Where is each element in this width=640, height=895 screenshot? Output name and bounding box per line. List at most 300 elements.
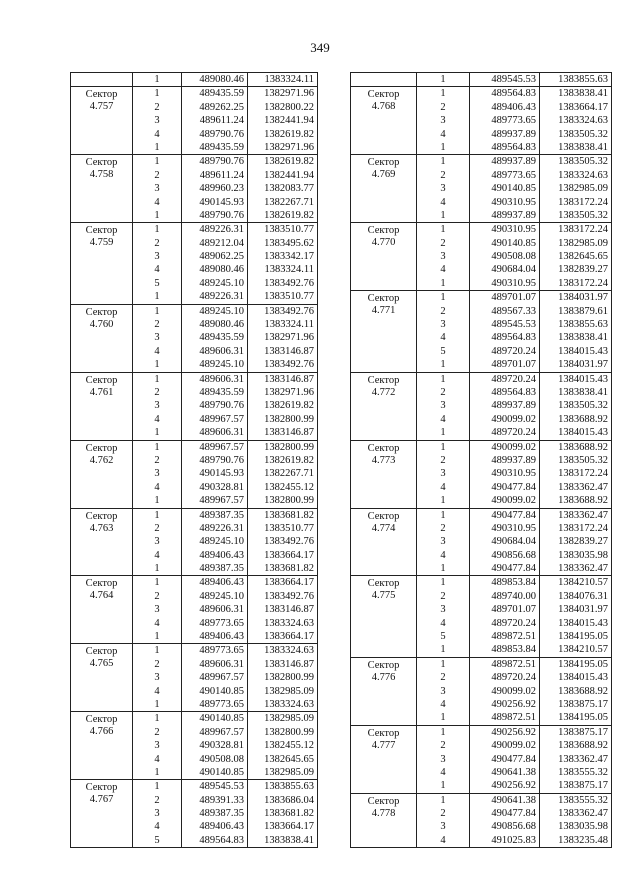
- point-number: 3: [417, 250, 470, 263]
- coord-y: 1382619.82: [264, 454, 314, 466]
- point-number: 2: [417, 739, 470, 752]
- sector-label: Сектор 4.776: [351, 658, 417, 725]
- coord-x: 489212.04: [182, 237, 248, 250]
- point-number: 3: [133, 399, 182, 412]
- coord-y: 1383688.92: [558, 740, 608, 752]
- sector-label: Сектор 4.764: [71, 576, 133, 643]
- coord-y: 1384015.43: [558, 617, 608, 629]
- sector-block: [71, 305, 317, 373]
- table-row: [417, 779, 611, 792]
- coord-x: 489967.57: [182, 726, 248, 739]
- coord-y: 1382985.09: [558, 183, 608, 195]
- coord-y: 1382441.94: [264, 115, 314, 127]
- table-row: [133, 603, 317, 616]
- coord-x: 489773.65: [470, 169, 540, 182]
- coord-x: 489790.76: [182, 209, 248, 222]
- coord-x: 490477.84: [470, 753, 540, 766]
- point-number: 2: [133, 101, 182, 114]
- table-row: [417, 250, 611, 263]
- table-row: [133, 630, 317, 643]
- coord-x: 489872.51: [470, 658, 540, 671]
- point-number: 1: [417, 711, 470, 724]
- table-row: [417, 101, 611, 114]
- sector-label: Сектор 4.770: [351, 223, 417, 290]
- table-row: [133, 155, 317, 168]
- sector-block: [351, 291, 611, 372]
- coord-y: 1383324.63: [264, 617, 314, 629]
- point-number: 3: [417, 535, 470, 548]
- sector-block: [71, 73, 317, 87]
- sector-block: [71, 509, 317, 577]
- sector-label: [71, 73, 133, 86]
- coord-x: 489606.31: [182, 373, 248, 386]
- sector-label: Сектор 4.773: [351, 441, 417, 508]
- point-number: 2: [133, 522, 182, 535]
- coord-y: 1383362.47: [558, 563, 608, 575]
- table-row: [417, 807, 611, 820]
- table-row: [417, 386, 611, 399]
- table-row: [417, 481, 611, 494]
- coord-y: 1383342.17: [264, 251, 314, 263]
- coord-y: 1384210.57: [558, 644, 608, 656]
- table-row: [417, 399, 611, 412]
- coord-y: 1383146.87: [264, 658, 314, 670]
- sector-block: [351, 726, 611, 794]
- sector-block: [71, 441, 317, 509]
- coord-x: 489406.43: [470, 101, 540, 114]
- coord-y: 1383505.32: [558, 128, 608, 140]
- coord-y: 1383688.92: [558, 413, 608, 425]
- sector-block: [71, 780, 317, 847]
- point-number: 3: [133, 603, 182, 616]
- coord-x: 490140.85: [470, 182, 540, 195]
- sector-block: [351, 658, 611, 726]
- coord-x: 489080.46: [182, 73, 248, 86]
- point-number: 3: [133, 114, 182, 127]
- table-row: [417, 630, 611, 643]
- coord-x: 490140.85: [182, 712, 248, 725]
- coord-x: 490477.84: [470, 481, 540, 494]
- point-number: 4: [133, 128, 182, 141]
- coordinates-table-left: [70, 72, 318, 848]
- table-row: [417, 753, 611, 766]
- coord-y: 1383324.63: [558, 169, 608, 181]
- point-number: 3: [133, 535, 182, 548]
- coord-y: 1383879.61: [558, 305, 608, 317]
- table-row: [417, 766, 611, 779]
- coord-x: 489564.83: [470, 386, 540, 399]
- table-row: [133, 305, 317, 318]
- coord-x: 489406.43: [182, 576, 248, 589]
- table-row: [417, 209, 611, 222]
- coord-y: 1383172.24: [558, 522, 608, 534]
- point-number: 4: [417, 481, 470, 494]
- table-row: [133, 454, 317, 467]
- coord-y: 1382083.77: [264, 183, 314, 195]
- point-number: 1: [133, 766, 182, 779]
- coord-x: 489790.76: [182, 128, 248, 141]
- table-row: [417, 549, 611, 562]
- coord-y: 1383362.47: [558, 753, 608, 765]
- coord-y: 1382455.12: [264, 740, 314, 752]
- sector-block: [351, 373, 611, 441]
- table-row: [133, 617, 317, 630]
- table-row: [417, 658, 611, 671]
- point-number: 1: [417, 576, 470, 589]
- point-number: 2: [133, 237, 182, 250]
- coord-y: 1382985.09: [558, 237, 608, 249]
- point-number: 1: [133, 509, 182, 522]
- table-row: [133, 820, 317, 833]
- coord-y: 1383681.82: [264, 509, 314, 521]
- table-row: [133, 535, 317, 548]
- coord-x: 491025.83: [470, 834, 540, 847]
- point-number: 4: [133, 481, 182, 494]
- coord-x: 490099.02: [470, 494, 540, 507]
- point-number: 1: [133, 373, 182, 386]
- sector-label: Сектор 4.767: [71, 780, 133, 847]
- coord-x: 489937.89: [470, 155, 540, 168]
- coord-x: 490145.93: [182, 196, 248, 209]
- coord-y: 1382800.22: [264, 101, 314, 113]
- coord-x: 489967.57: [182, 441, 248, 454]
- sector-label: Сектор 4.766: [71, 712, 133, 779]
- sector-block: [71, 155, 317, 223]
- coord-x: 490099.02: [470, 685, 540, 698]
- table-row: [417, 590, 611, 603]
- table-row: [133, 263, 317, 276]
- coord-y: 1383324.11: [264, 74, 314, 85]
- coord-x: 489773.65: [182, 698, 248, 711]
- point-number: 1: [133, 494, 182, 507]
- point-number: 1: [133, 223, 182, 236]
- table-row: [417, 671, 611, 684]
- table-row: [133, 128, 317, 141]
- table-row: [133, 209, 317, 222]
- coord-x: 490684.04: [470, 535, 540, 548]
- table-row: [133, 766, 317, 779]
- coord-x: 489606.31: [182, 658, 248, 671]
- point-number: 1: [133, 87, 182, 100]
- coord-x: 490140.85: [470, 237, 540, 250]
- coord-y: 1382645.65: [264, 753, 314, 765]
- point-number: 4: [133, 196, 182, 209]
- point-number: 3: [133, 331, 182, 344]
- point-number: 1: [133, 73, 182, 86]
- coord-y: 1383505.32: [558, 454, 608, 466]
- coord-y: 1383492.76: [264, 590, 314, 602]
- table-row: [133, 426, 317, 439]
- table-row: [417, 277, 611, 290]
- coord-x: 489406.43: [182, 549, 248, 562]
- point-number: 1: [133, 441, 182, 454]
- point-number: 2: [417, 305, 470, 318]
- table-row: [417, 454, 611, 467]
- coord-y: 1382985.09: [264, 713, 314, 725]
- coord-x: 489773.65: [470, 114, 540, 127]
- coord-x: 489611.24: [182, 169, 248, 182]
- sector-block: [351, 73, 611, 87]
- table-row: [417, 358, 611, 371]
- coord-y: 1383505.32: [558, 156, 608, 168]
- sector-label: Сектор 4.768: [351, 87, 417, 154]
- point-number: 4: [417, 698, 470, 711]
- coord-x: 489406.43: [182, 820, 248, 833]
- coord-y: 1383510.77: [264, 291, 314, 303]
- coord-x: 489387.35: [182, 562, 248, 575]
- coord-x: 489960.23: [182, 182, 248, 195]
- coord-x: 489226.31: [182, 290, 248, 303]
- coord-y: 1383362.47: [558, 808, 608, 820]
- table-row: [133, 358, 317, 371]
- table-row: [133, 780, 317, 793]
- table-row: [417, 535, 611, 548]
- point-number: 3: [417, 820, 470, 833]
- coord-y: 1382800.99: [264, 441, 314, 453]
- point-number: 3: [417, 114, 470, 127]
- coord-x: 489080.46: [182, 263, 248, 276]
- coord-y: 1384031.97: [558, 359, 608, 371]
- table-row: [417, 223, 611, 236]
- table-row: [133, 590, 317, 603]
- table-row: [417, 739, 611, 752]
- coord-y: 1383492.76: [264, 277, 314, 289]
- point-number: 5: [133, 834, 182, 847]
- sector-label: Сектор 4.778: [351, 794, 417, 848]
- page-number: 349: [310, 40, 330, 55]
- coord-x: 489853.84: [470, 576, 540, 589]
- coord-x: 489545.53: [470, 73, 540, 86]
- coord-x: 490310.95: [470, 522, 540, 535]
- point-number: 5: [417, 630, 470, 643]
- coord-x: 490256.92: [470, 779, 540, 792]
- coord-y: 1383505.32: [558, 400, 608, 412]
- table-row: [133, 290, 317, 303]
- point-number: 4: [417, 331, 470, 344]
- table-row: [133, 101, 317, 114]
- coord-x: 489564.83: [470, 141, 540, 154]
- table-row: [133, 726, 317, 739]
- coord-x: 490310.95: [470, 277, 540, 290]
- coord-y: 1382971.96: [264, 88, 314, 100]
- table-row: [417, 834, 611, 847]
- coord-y: 1383855.63: [264, 781, 314, 793]
- table-row: [133, 277, 317, 290]
- coord-x: 489080.46: [182, 318, 248, 331]
- table-row: [133, 373, 317, 386]
- coord-y: 1382985.09: [264, 766, 314, 778]
- coord-x: 490310.95: [470, 196, 540, 209]
- table-row: [133, 698, 317, 711]
- coord-y: 1383838.41: [558, 141, 608, 153]
- coord-y: 1382267.71: [264, 196, 314, 208]
- point-number: 4: [417, 549, 470, 562]
- coord-x: 490641.38: [470, 766, 540, 779]
- coord-y: 1384015.43: [558, 427, 608, 439]
- sector-block: [351, 223, 611, 291]
- table-row: [133, 644, 317, 657]
- coord-y: 1383875.17: [558, 698, 608, 710]
- table-row: [417, 413, 611, 426]
- table-row: [417, 820, 611, 833]
- table-row: [417, 794, 611, 807]
- coord-x: 489545.53: [182, 780, 248, 793]
- table-row: [133, 169, 317, 182]
- point-number: 3: [133, 250, 182, 263]
- coord-x: 489391.33: [182, 794, 248, 807]
- coord-y: 1382839.27: [558, 264, 608, 276]
- coord-y: 1384195.05: [558, 658, 608, 670]
- sector-label: Сектор 4.761: [71, 373, 133, 440]
- coord-x: 489937.89: [470, 209, 540, 222]
- coord-x: 490099.02: [470, 413, 540, 426]
- point-number: 2: [133, 794, 182, 807]
- coord-x: 489245.10: [182, 590, 248, 603]
- point-number: 4: [133, 345, 182, 358]
- coord-x: 489720.24: [470, 671, 540, 684]
- coord-x: 489773.65: [182, 644, 248, 657]
- point-number: 1: [417, 223, 470, 236]
- point-number: 1: [417, 643, 470, 656]
- point-number: 3: [417, 603, 470, 616]
- coord-y: 1382971.96: [264, 386, 314, 398]
- point-number: 4: [133, 549, 182, 562]
- coord-x: 489226.31: [182, 223, 248, 236]
- coord-x: 489245.10: [182, 535, 248, 548]
- table-row: [417, 114, 611, 127]
- point-number: 1: [417, 87, 470, 100]
- table-row: [417, 87, 611, 100]
- coord-y: 1382619.82: [264, 400, 314, 412]
- coord-x: 490140.85: [182, 766, 248, 779]
- coord-y: 1383855.63: [558, 74, 608, 85]
- point-number: 3: [417, 467, 470, 480]
- point-number: 2: [417, 237, 470, 250]
- table-row: [133, 807, 317, 820]
- coord-y: 1383664.17: [264, 631, 314, 643]
- point-number: 4: [417, 263, 470, 276]
- table-row: [417, 182, 611, 195]
- point-number: 2: [133, 169, 182, 182]
- point-number: 2: [417, 454, 470, 467]
- table-row: [417, 331, 611, 344]
- coord-y: 1383172.24: [558, 196, 608, 208]
- table-row: [133, 658, 317, 671]
- table-row: [133, 114, 317, 127]
- coord-x: 490099.02: [470, 739, 540, 752]
- sector-block: [351, 87, 611, 155]
- coord-x: 490508.08: [470, 250, 540, 263]
- table-row: [133, 509, 317, 522]
- coord-y: 1382455.12: [264, 481, 314, 493]
- table-row: [133, 196, 317, 209]
- coord-x: 490256.92: [470, 726, 540, 739]
- coordinates-table-right: [350, 72, 612, 848]
- coord-y: 1384031.97: [558, 604, 608, 616]
- point-number: 1: [417, 73, 470, 86]
- coord-x: 489435.59: [182, 331, 248, 344]
- table-row: [133, 441, 317, 454]
- coord-y: 1384015.43: [558, 672, 608, 684]
- sector-label: Сектор 4.774: [351, 509, 417, 576]
- coord-y: 1383492.76: [264, 305, 314, 317]
- coord-x: 489245.10: [182, 277, 248, 290]
- coord-y: 1382800.99: [264, 495, 314, 507]
- table-row: [133, 753, 317, 766]
- coord-x: 489611.24: [182, 114, 248, 127]
- coord-x: 489606.31: [182, 345, 248, 358]
- coord-y: 1382441.94: [264, 169, 314, 181]
- sector-label: Сектор 4.763: [71, 509, 133, 576]
- coord-y: 1383146.87: [264, 427, 314, 439]
- coord-y: 1383855.63: [558, 319, 608, 331]
- point-number: 4: [417, 766, 470, 779]
- coord-x: 490684.04: [470, 263, 540, 276]
- sector-label: Сектор 4.758: [71, 155, 133, 222]
- coord-y: 1384015.43: [558, 373, 608, 385]
- coord-y: 1382645.65: [558, 251, 608, 263]
- table-row: [417, 617, 611, 630]
- point-number: 1: [133, 630, 182, 643]
- coord-y: 1383172.24: [558, 468, 608, 480]
- table-row: [417, 305, 611, 318]
- table-row: [417, 169, 611, 182]
- point-number: 2: [417, 101, 470, 114]
- coord-x: 489226.31: [182, 522, 248, 535]
- point-number: 2: [417, 671, 470, 684]
- table-row: [133, 712, 317, 725]
- coord-y: 1383664.17: [558, 101, 608, 113]
- sector-block: [351, 441, 611, 509]
- coord-y: 1383235.48: [558, 834, 608, 846]
- point-number: 1: [417, 794, 470, 807]
- point-number: 1: [417, 426, 470, 439]
- sector-block: [71, 576, 317, 644]
- point-number: 3: [417, 685, 470, 698]
- sector-block: [71, 223, 317, 304]
- table-row: [133, 549, 317, 562]
- coord-y: 1382800.99: [264, 726, 314, 738]
- table-row: [133, 794, 317, 807]
- coord-y: 1383035.98: [558, 549, 608, 561]
- coord-x: 490256.92: [470, 698, 540, 711]
- coord-x: 490477.84: [470, 807, 540, 820]
- coord-x: 490099.02: [470, 441, 540, 454]
- sector-block: [351, 509, 611, 577]
- coord-y: 1383324.11: [264, 264, 314, 276]
- table-row: [133, 467, 317, 480]
- coord-x: 490477.84: [470, 509, 540, 522]
- coord-y: 1383681.82: [264, 563, 314, 575]
- table-row: [133, 834, 317, 847]
- table-row: [133, 522, 317, 535]
- coord-y: 1382971.96: [264, 332, 314, 344]
- point-number: 1: [417, 155, 470, 168]
- table-row: [133, 141, 317, 154]
- coord-y: 1383324.63: [558, 115, 608, 127]
- coord-x: 490477.84: [470, 562, 540, 575]
- point-number: 1: [133, 644, 182, 657]
- point-number: 1: [417, 494, 470, 507]
- table-row: [417, 509, 611, 522]
- coord-y: 1383172.24: [558, 277, 608, 289]
- coord-x: 489387.35: [182, 807, 248, 820]
- point-number: 1: [417, 141, 470, 154]
- sector-label: Сектор 4.777: [351, 726, 417, 793]
- coord-x: 489564.83: [470, 87, 540, 100]
- coord-y: 1383688.92: [558, 441, 608, 453]
- coord-x: 490310.95: [470, 467, 540, 480]
